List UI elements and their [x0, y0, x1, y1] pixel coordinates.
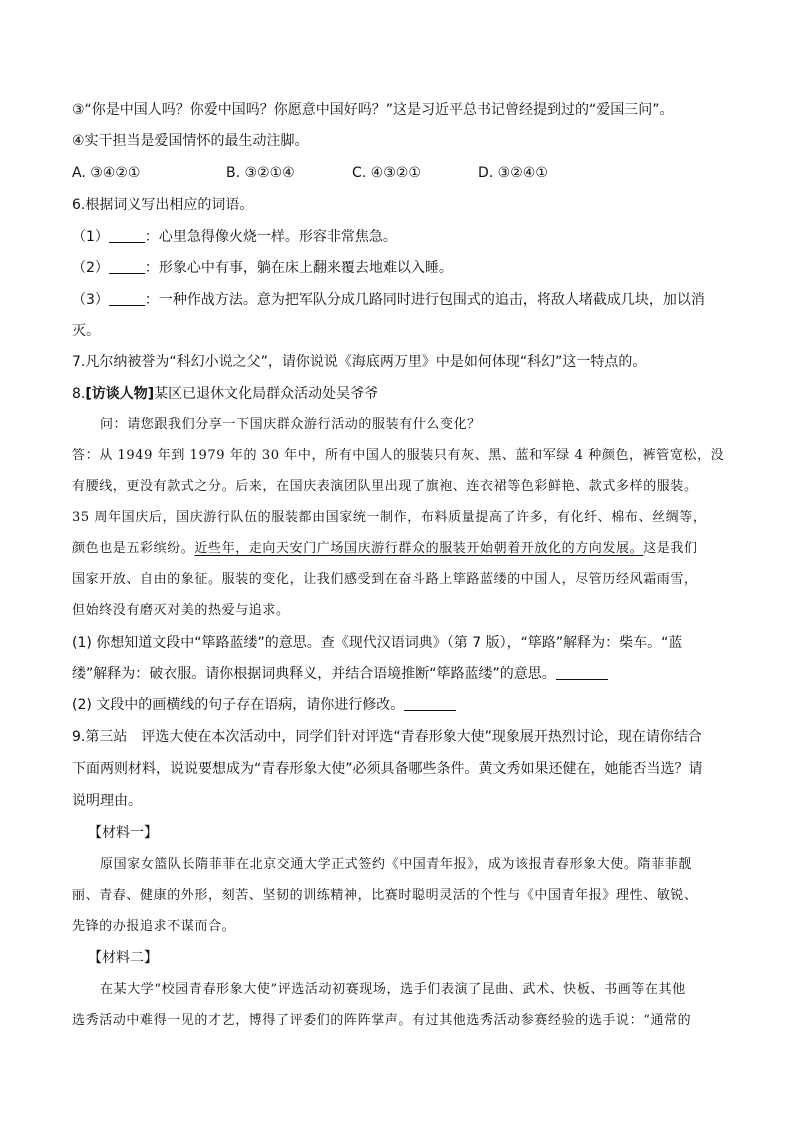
q8-title	[72, 384, 724, 404]
material-2-heading: 【材料二】	[88, 950, 158, 966]
q7-text: 7.凡尔纳被誉为“科幻小说之父”，请你说说《海底两万里》中是如何体现“科幻”这一特点的。	[72, 354, 647, 370]
answer-blank[interactable]	[109, 228, 145, 243]
q6-item-2-text: ：形象心中有事，躺在床上翻来覆去地难以入睡。	[144, 260, 453, 276]
option-b[interactable]: B. ③②①④	[226, 165, 295, 181]
material-1-heading: 【材料一】	[88, 825, 158, 841]
q6-item-3-cont: 灭。	[72, 323, 100, 339]
material-1-line-1: 原国家女篮队长隋菲菲在北京交通大学正式签约《中国青年报》，成为该报青春形象大使。隋菲菲靓	[100, 857, 692, 872]
statement-3: ③“你是中国人吗？你爱中国吗？你愿意中国好吗？”这是习近平总书记曾经提到过的“爱国三问”。	[72, 102, 674, 118]
interview-answer-1: 答：从 1949 年到 1979 年的 30 年中，所有中国人的服装只有灰、黑、蓝和军绿 4 种颜色，裤管宽松，没	[72, 448, 725, 463]
interview-answer-6: 但始终没有磨灭对美的热爱与追求。	[72, 603, 290, 618]
q8-sub2	[72, 695, 724, 715]
q6-item-3-num: （3）	[72, 292, 109, 308]
material-2-line-2: 选秀活动中难得一见的才艺，博得了评委们的阵阵掌声。有过其他选秀活动参赛经验的选手说：“通常的	[72, 1013, 692, 1028]
q8-tag: [访谈人物]	[85, 386, 155, 402]
q8-sub1-text: 缕”解释为：破衣服。请你根据词典释义，并结合语境推断“筚路蓝缕”的意思。	[72, 666, 556, 682]
statement-4: ④实干担当是爱国情怀的最生动注脚。	[72, 133, 309, 149]
interview-answer-3: 35 周年国庆后，国庆游行队伍的服装都由国家统一制作，布料质量提高了许多，有化纤、棉布、丝绸等，	[72, 510, 707, 525]
material-1-line-3: 先锋的办报追求不谋而合。	[72, 919, 236, 934]
q8-title-rest: 某区已退休文化局群众活动处吴爷爷	[154, 386, 379, 402]
q8-sub2-text: (2) 文段中的画横线的句子存在语病，请你进行修改。	[72, 697, 405, 713]
interview-question: 问：请您跟我们分享一下国庆群众游行活动的服装有什么变化？	[100, 417, 481, 432]
interview-answer-5: 国家开放、自由的象征。服装的变化，让我们感受到在奋斗路上筚路蓝缕的中国人，尽管历经风霜雨雪，	[72, 572, 698, 587]
q8-sub1-line2	[72, 664, 724, 684]
q9-line-2: 下面两则材料，说说要想成为“青春形象大使”必须具备哪些条件。黄文秀如果还健在，她能否当选？请	[72, 761, 703, 777]
answer-blank[interactable]	[109, 291, 145, 306]
q6-title: 6.根据词义写出相应的词语。	[72, 197, 254, 213]
q8-sub1-line1: (1) 你想知道文段中“筚路蓝缕”的意思。查《现代汉语词典》（第 7 版），“筚路”解释为：柴车。“蓝	[72, 635, 683, 651]
material-2-line-1: 在某大学“校园青春形象大使”评选活动初赛现场，选手们表演了昆曲、武术、快板、书画等在其他	[100, 982, 686, 997]
q6-item-1	[72, 227, 724, 247]
option-d[interactable]: D. ③②④①	[478, 165, 548, 181]
q6-item-1-num: （1）	[72, 229, 109, 245]
answer-blank[interactable]	[109, 259, 145, 274]
q6-item-1-text: ：心里急得像火烧一样。形容非常焦急。	[144, 229, 397, 245]
q6-item-2-num: （2）	[72, 260, 109, 276]
answer-4-pre: 颜色也是五彩缤纷。	[72, 541, 195, 556]
q6-item-2	[72, 258, 724, 278]
interview-answer-2: 有腰线，更没有款式之分。后来，在国庆表演团队里出现了旗袍、连衣裙等色彩鲜艳、款式多样的服装。	[72, 479, 698, 494]
q8-num: 8.	[72, 386, 86, 402]
q9-line-3: 说明理由。	[72, 793, 142, 809]
underlined-sentence: 近些年，走向天安门广场国庆游行群众的服装开始朝着开放化的方向发展。	[194, 541, 644, 556]
q6-item-3	[72, 290, 724, 310]
option-a[interactable]: A. ③④②①	[72, 165, 141, 181]
q6-item-3-text: ：一种作战方法。意为把军队分成几路同时进行包围式的追击，将敌人堵截成几块，加以消	[144, 292, 705, 308]
interview-answer-4	[72, 539, 724, 559]
answer-blank[interactable]	[556, 665, 608, 680]
answer-blank[interactable]	[404, 696, 456, 711]
material-1-line-2: 丽、青春、健康的外形，刻苦、坚韧的训练精神，比赛时聪明灵活的个性与《中国青年报》理性、敏锐、	[72, 888, 698, 903]
q9-line-1: 9.第三站 评选大使在本次活动中，同学们针对评选“青春形象大使”现象展开热烈讨论，现在请你结合	[72, 729, 702, 745]
answer-4-post: 这是我们	[643, 541, 698, 556]
option-c[interactable]: C. ④③②①	[352, 165, 421, 181]
